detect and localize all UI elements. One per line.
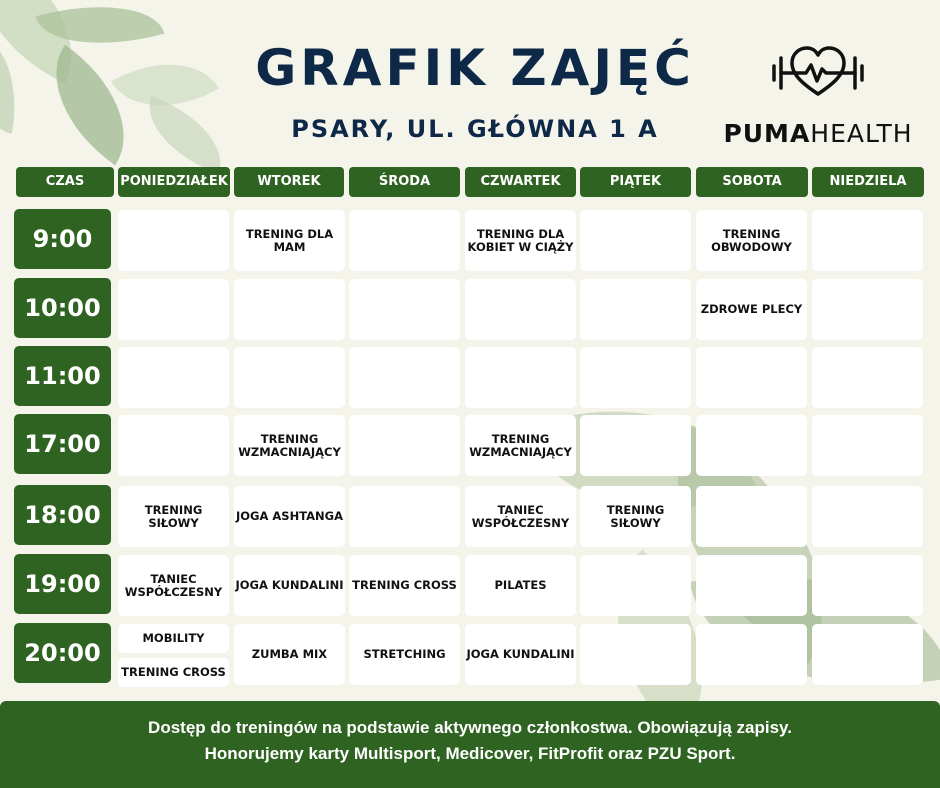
empty-cell (580, 279, 691, 340)
empty-cell (234, 347, 345, 408)
class-cell: STRETCHING (349, 624, 460, 685)
class-cell: TRENING DLA KOBIET W CIĄŻY (465, 210, 576, 271)
column-header-friday: PIĄTEK (580, 167, 691, 197)
class-cell: ZUMBA MIX (234, 624, 345, 685)
class-cell: TRENING WZMACNIAJĄCY (234, 415, 345, 476)
empty-cell (349, 210, 460, 271)
empty-cell (349, 347, 460, 408)
footer-info-bar (0, 701, 940, 788)
empty-cell (696, 624, 807, 685)
time-slot-label: 9:00 (14, 209, 111, 269)
class-cell: JOGA ASHTANGA (234, 486, 345, 547)
column-header-saturday: SOBOTA (696, 167, 808, 197)
column-header-monday: PONIEDZIAŁEK (118, 167, 230, 197)
brand-name-light: HEALTH (810, 119, 913, 148)
column-header-sunday: NIEDZIELA (812, 167, 924, 197)
class-cell: JOGA KUNDALINI (465, 624, 576, 685)
page-title: GRAFIK ZAJĘĆ (255, 39, 695, 97)
class-cell: TANIEC WSPÓŁCZESNY (465, 486, 576, 547)
class-cell: TRENING CROSS (349, 555, 460, 616)
empty-cell (580, 555, 691, 616)
empty-cell (349, 279, 460, 340)
empty-cell (812, 486, 923, 547)
empty-cell (465, 279, 576, 340)
empty-cell (580, 210, 691, 271)
empty-cell (812, 624, 923, 685)
time-slot-label: 20:00 (14, 623, 111, 683)
empty-cell (696, 415, 807, 476)
empty-cell (812, 555, 923, 616)
empty-cell (118, 415, 229, 476)
empty-cell (580, 347, 691, 408)
empty-cell (696, 486, 807, 547)
class-cell: TRENING WZMACNIAJĄCY (465, 415, 576, 476)
column-header-wednesday: ŚRODA (349, 167, 460, 197)
empty-cell (812, 210, 923, 271)
empty-cell (812, 415, 923, 476)
time-slot-label: 10:00 (14, 278, 111, 338)
class-cell: PILATES (465, 555, 576, 616)
empty-cell (118, 347, 229, 408)
time-slot-label: 17:00 (14, 414, 111, 474)
footer-line-membership: Dostęp do treningów na podstawie aktywnego członkostwa. Obowiązują zapisy. (148, 718, 792, 737)
empty-cell (349, 415, 460, 476)
empty-cell (234, 279, 345, 340)
brand-logo-text (712, 118, 924, 150)
class-cell: TRENING OBWODOWY (696, 210, 807, 271)
empty-cell (696, 555, 807, 616)
empty-cell (465, 347, 576, 408)
column-header-time: CZAS (16, 167, 114, 197)
empty-cell (812, 279, 923, 340)
class-cell: JOGA KUNDALINI (234, 555, 345, 616)
empty-cell (349, 486, 460, 547)
brand-name-bold: PUMA (723, 119, 811, 148)
empty-cell (696, 347, 807, 408)
empty-cell (580, 415, 691, 476)
empty-cell (580, 624, 691, 685)
footer-line-cards: Honorujemy karty Multisport, Medicover, FitProfit oraz PZU Sport. (204, 744, 736, 763)
empty-cell (118, 279, 229, 340)
class-cell: TRENING SIŁOWY (118, 486, 229, 547)
class-cell: TRENING DLA MAM (234, 210, 345, 271)
empty-cell (118, 210, 229, 271)
time-slot-label: 18:00 (14, 485, 111, 545)
class-cell: TANIEC WSPÓŁCZESNY (118, 555, 229, 616)
address-subtitle: PSARY, UL. GŁÓWNA 1 A (291, 115, 659, 143)
class-cell: TRENING CROSS (118, 658, 229, 687)
empty-cell (812, 347, 923, 408)
column-header-tuesday: WTOREK (234, 167, 344, 197)
class-cell: TRENING SIŁOWY (580, 486, 691, 547)
heart-dumbbell-icon (770, 44, 866, 100)
class-cell: MOBILITY (118, 624, 229, 653)
class-cell: ZDROWE PLECY (696, 279, 807, 340)
time-slot-label: 11:00 (14, 346, 111, 406)
time-slot-label: 19:00 (14, 554, 111, 614)
column-header-thursday: CZWARTEK (465, 167, 576, 197)
